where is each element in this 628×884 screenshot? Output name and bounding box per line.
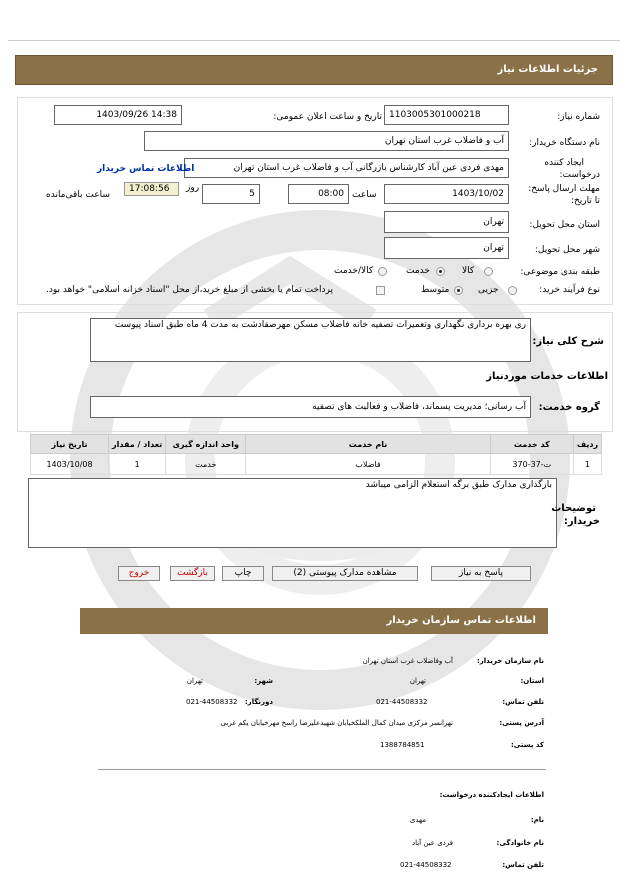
- buyer-notes-label-2: خریدار:: [563, 516, 600, 527]
- service-group-label: گروه خدمت:: [538, 402, 600, 413]
- need-number-field: 1103005301000218: [384, 105, 509, 125]
- page-header: [15, 55, 613, 85]
- fax-label: دورنگار:: [244, 698, 273, 706]
- contact-header: [80, 608, 548, 634]
- description-label: شرح کلی نیاز:: [532, 336, 604, 347]
- buyer-notes-label-1: توضیحات: [551, 503, 596, 514]
- address-label: آدرس پستی:: [499, 719, 544, 727]
- remaining-time-field: 17:08:56: [124, 182, 179, 196]
- creator-family-value: فردی عین آباد: [411, 839, 453, 847]
- cell-row: 1: [573, 454, 601, 475]
- buyer-notes-field: بارگذاری مدارک طبق برگه استعلام الزامی میباشد: [28, 478, 557, 548]
- category-option-goods: کالا: [462, 266, 475, 276]
- deadline-date-field: 1403/10/02: [384, 184, 509, 204]
- back-button[interactable]: بازگشت: [170, 566, 215, 581]
- page-title: جزئیات اطلاعات نیاز: [497, 64, 598, 75]
- contact-city-label: شهر:: [254, 677, 273, 685]
- postal-label: کد پستی:: [510, 741, 544, 749]
- city-label: شهر محل تحویل:: [534, 245, 600, 255]
- treasury-note: پرداخت تمام یا بخشی از مبلغ خرید،از محل "اسناد خزانه اسلامی" خواهد بود.: [46, 285, 334, 295]
- announce-field: 1403/09/26 14:38: [54, 105, 182, 125]
- category-option-both: کالا/خدمت: [334, 266, 374, 276]
- category-option-service: خدمت: [406, 266, 430, 276]
- col-unit: واحد اندازه گیری: [166, 435, 246, 454]
- col-name: نام خدمت: [246, 435, 490, 454]
- province-label: استان محل تحویل:: [529, 220, 600, 230]
- print-button[interactable]: چاپ: [222, 566, 264, 581]
- attachments-button[interactable]: مشاهده مدارک پیوستی (2): [272, 566, 418, 581]
- day-label: روز: [186, 183, 200, 193]
- buyer-contact-link[interactable]: اطلاعات تماس خریدار: [97, 164, 195, 174]
- top-divider: [8, 40, 620, 41]
- services-header-row: [31, 435, 602, 454]
- process-radio-minor[interactable]: [508, 286, 517, 295]
- deadline-label-1: مهلت ارسال پاسخ:: [528, 184, 600, 194]
- creator-label-2: درخواست:: [559, 170, 600, 180]
- org-value: آب وفاضلاب غرب استان تهران: [362, 657, 453, 665]
- cell-date: 1403/10/08: [31, 454, 109, 475]
- process-radio-medium[interactable]: [454, 286, 463, 295]
- time-label: ساعت: [352, 190, 377, 200]
- reply-button[interactable]: پاسخ به نیاز: [431, 566, 531, 581]
- col-qty: تعداد / مقدار: [109, 435, 166, 454]
- contact-phone-value: 021-44508332: [376, 698, 428, 706]
- process-option-minor: جزیی: [478, 285, 499, 295]
- process-option-medium: متوسط: [421, 285, 450, 295]
- postal-value: 1388784851: [380, 741, 425, 749]
- need-number-label: شماره نیاز:: [557, 112, 600, 122]
- days-field: 5: [202, 184, 260, 204]
- deadline-label-2: تا تاریخ:: [570, 196, 600, 206]
- creator-label-1: ایجاد کننده: [544, 158, 584, 168]
- cell-qty: 1: [109, 454, 166, 475]
- service-group-field: آب رسانی؛ مدیریت پسماند، فاضلاب و فعالیت های تصفیه: [90, 396, 531, 418]
- address-value: تهرانسر مرکزی میدان کمال الملکخیابان شهیدعلیرضا راسخ مهرخیابان یکم غربی: [220, 719, 453, 727]
- services-title: اطلاعات خدمات موردنیاز: [486, 371, 608, 382]
- creator-name-label: نام:: [530, 816, 544, 824]
- creator-name-value: مهدی: [409, 816, 426, 824]
- contact-province-label: استان:: [520, 677, 544, 685]
- creator-family-label: نام خانوادگی:: [496, 839, 544, 847]
- process-label: نوع فرآیند خرید:: [539, 285, 600, 295]
- category-label: طبقه بندی موضوعی:: [520, 267, 600, 277]
- deadline-time-field: 08:00: [288, 184, 349, 204]
- creator-field: مهدی فردی عین آباد کارشناس بازرگانی آب و فاضلاب غرب استان تهران: [184, 158, 509, 178]
- buyer-field: آب و فاضلاب غرب استان تهران: [144, 131, 509, 151]
- buyer-label: نام دستگاه خریدار:: [529, 138, 600, 148]
- creator-phone-label: تلفن تماس:: [502, 861, 544, 869]
- cell-name: فاضلاب: [246, 454, 490, 475]
- city-field: تهران: [384, 237, 509, 259]
- contact-city-value: تهران: [186, 677, 203, 685]
- remaining-label: ساعت باقی‌مانده: [46, 190, 110, 200]
- services-table: [30, 434, 602, 475]
- creator-info-title: اطلاعات ایجادکننده درخواست:: [439, 791, 544, 799]
- cell-code: ت-37-370: [490, 454, 573, 475]
- contact-province-value: تهران: [409, 677, 426, 685]
- description-field: ری بهره برداری نگهداری وتعمیرات تصفیه خانه فاضلاب مسکن مهرصفادشت به مدت 4 ماه طبق اسناد پیوست: [90, 318, 531, 362]
- category-radio-both[interactable]: [378, 267, 387, 276]
- col-date: تاریخ نیاز: [31, 435, 109, 454]
- province-field: تهران: [384, 211, 509, 233]
- category-radio-goods[interactable]: [484, 267, 493, 276]
- table-row: [31, 454, 602, 475]
- announce-label: تاریخ و ساعت اعلان عمومی:: [273, 112, 382, 122]
- category-radio-service[interactable]: [436, 267, 445, 276]
- exit-button[interactable]: خروج: [118, 566, 160, 581]
- treasury-checkbox[interactable]: [376, 286, 385, 295]
- contact-phone-label: تلفن تماس:: [502, 698, 544, 706]
- creator-phone-value: 021-44508332: [400, 861, 452, 869]
- org-label: نام سازمان خریدار:: [476, 657, 544, 665]
- cell-unit: خدمت: [166, 454, 246, 475]
- col-code: کد خدمت: [490, 435, 573, 454]
- contact-divider: [98, 769, 546, 770]
- fax-value: 021-44508332: [186, 698, 238, 706]
- col-row: ردیف: [573, 435, 601, 454]
- contact-title: اطلاعات تماس سازمان خریدار: [386, 615, 536, 626]
